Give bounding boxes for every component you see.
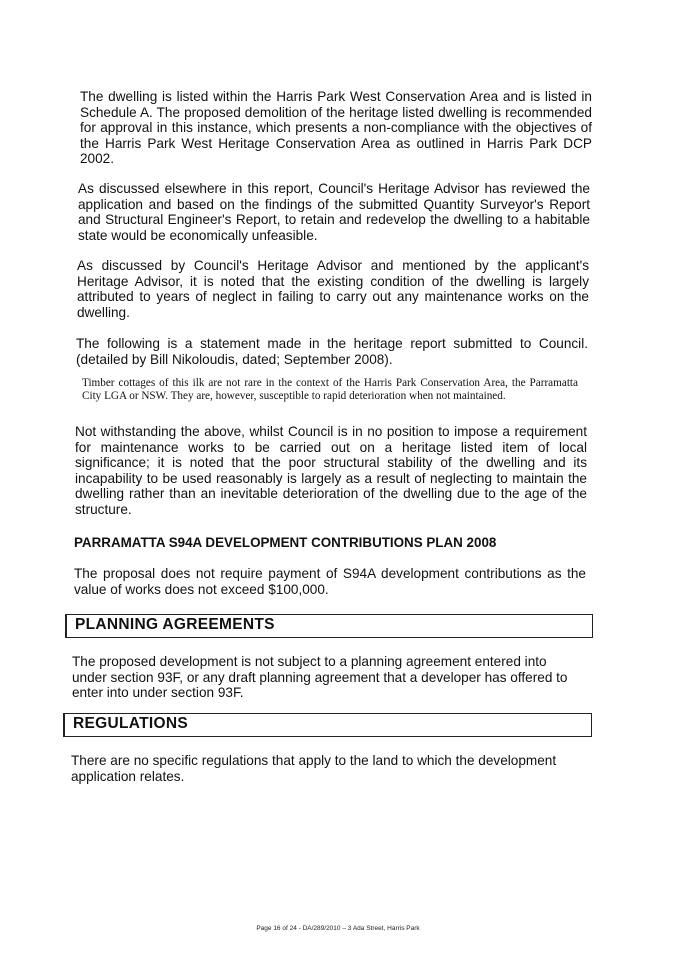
paragraph-planning-agreements: The proposed development is not subject to a planning agreement entered into under section 93F, or any draft planning agreement that a developer has offered to enter into under section 93F. [72,654,568,701]
page-footer: Page 16 of 24 - DA/289/2010 – 3 Ada Street, Harris Park [256,925,420,932]
section-header-regulations [63,713,592,737]
paragraph-maintenance-neglect: Not withstanding the above, whilst Council is in no position to impose a requirement for maintenance works to be carried out on a heritage listed item of local significance; it is noted that the poor structural stability of the dwelling and its incapability to be used reasonably is largely as a result of neglecting to maintain the dwelling rather than an inevitable deterioration of the dwelling due to the age of the structure. [75,424,587,517]
paragraph-regulations: There are no specific regulations that apply to the land to which the development application relates. [71,753,557,784]
paragraph-heritage-listing: The dwelling is listed within the Harris Park West Conservation Area and is listed in Schedule A. The proposed demolition of the heritage listed dwelling is recommended for approval in this instance, which presents a non-compliance with the objectives of the Harris Park West Heritage Conservation Area as outlined in Harris Park DCP 2002. [80,89,592,167]
paragraph-condition-neglect: As discussed by Council's Heritage Advisor and mentioned by the applicant's Heritage Advisor, it is noted that the existing condition of the dwelling is largely attributed to years of neglect in failing to carry out any maintenance works on the dwelling. [77,258,589,320]
section-header-planning-agreements [65,614,593,638]
paragraph-heritage-advisor-review: As discussed elsewhere in this report, Council's Heritage Advisor has reviewed the application and based on the findings of the submitted Quantity Surveyor's Report and Structural Engineer's Report, to retain and redevelop the dwelling to a habitable state would be economically unfeasible. [78,181,590,243]
section-title-planning-agreements: PLANNING AGREEMENTS [75,616,275,633]
heritage-report-quote: Timber cottages of this ilk are not rare in the context of the Harris Park Conservation Area, the Parramatta City LGA or NSW. They are, however, susceptible to rapid deterioration when not maintained. [82,377,578,403]
paragraph-s94a-contributions: The proposal does not require payment of S94A development contributions as the value of works does not exceed $100,000. [74,566,586,597]
paragraph-heritage-report-intro: The following is a statement made in the heritage report submitted to Council. (detailed by Bill Nikoloudis, dated; September 2008). [76,336,588,367]
section-title-regulations: REGULATIONS [73,715,188,732]
heading-s94a-contributions: PARRAMATTA S94A DEVELOPMENT CONTRIBUTIONS PLAN 2008 [74,535,497,550]
